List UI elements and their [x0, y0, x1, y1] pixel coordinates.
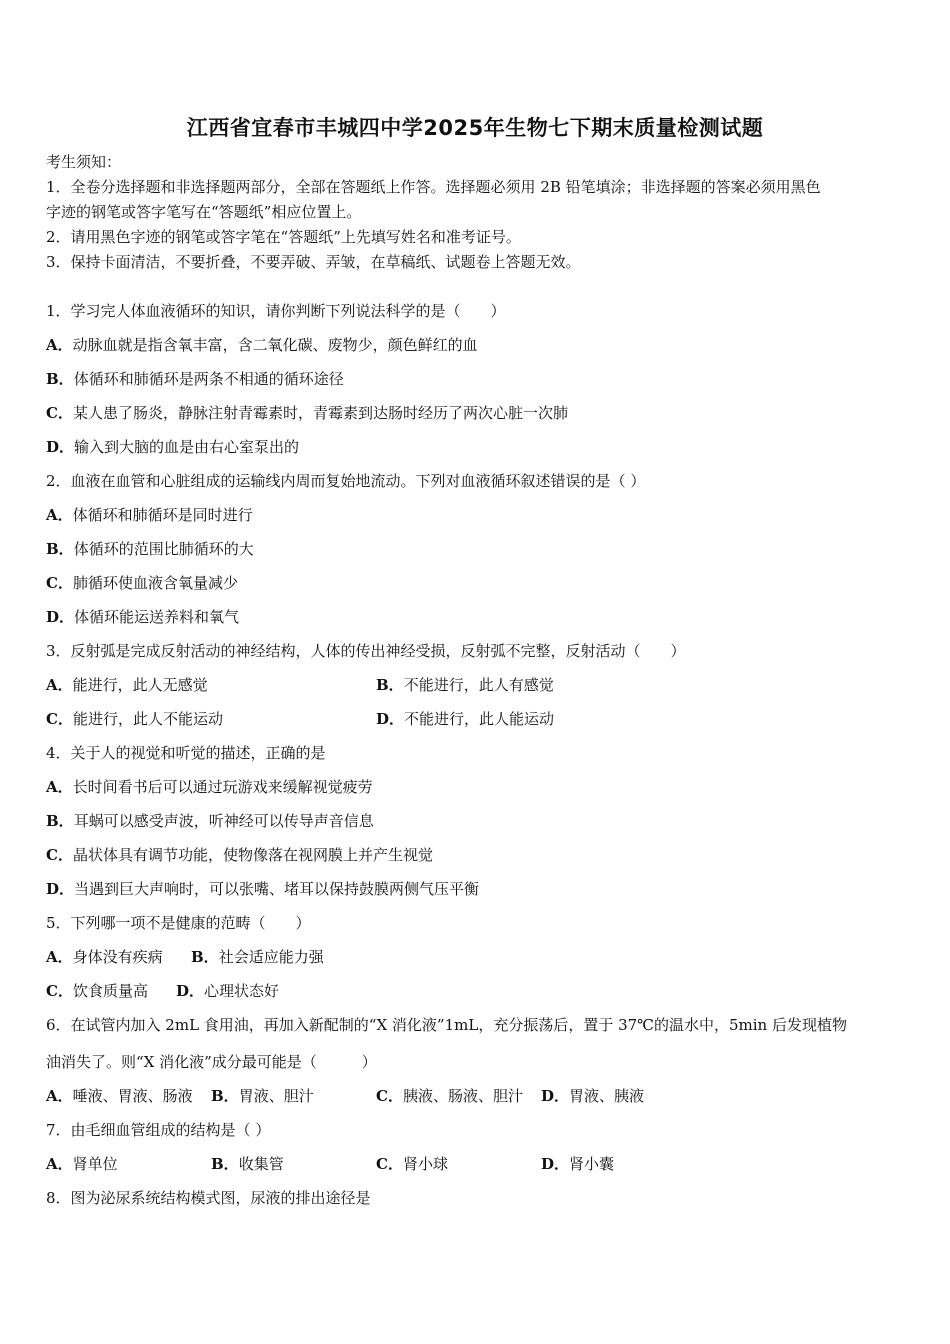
- option-key: A．: [46, 778, 73, 796]
- option: [46, 505, 253, 525]
- option-key: D．: [541, 1087, 570, 1105]
- notice-heading: 考生须知：: [46, 153, 122, 171]
- question-stem: 2．血液在血管和心脏组成的运输线内周而复始地流动。下列对血液循环叙述错误的是（ ）: [46, 472, 646, 490]
- question-stem: 5．下列哪一项不是健康的范畴（ ）: [46, 914, 311, 932]
- option-key: B．: [46, 812, 74, 830]
- option-key: A．: [46, 336, 73, 354]
- question-stem: 3．反射弧是完成反射活动的神经结构，人体的传出神经受损，反射弧不完整，反射活动（ ）: [46, 642, 686, 660]
- option: [376, 675, 554, 695]
- option-key: B．: [46, 540, 74, 558]
- option: [46, 437, 299, 457]
- option-key: D．: [176, 982, 205, 1000]
- option-key: C．: [376, 1087, 403, 1105]
- option-key: C．: [46, 710, 73, 728]
- option: [46, 539, 254, 559]
- option: [211, 1086, 314, 1106]
- page-title: 江西省宜春市丰城四中学2025年生物七下期末质量检测试题: [186, 116, 764, 140]
- option-key: D．: [376, 710, 405, 728]
- option-text: 身体没有疾病: [72, 948, 163, 966]
- option: [46, 675, 208, 695]
- question-stem: 1．学习完人体血液循环的知识，请你判断下列说法科学的是（ ）: [46, 302, 506, 320]
- option-text: 长时间看书后可以通过玩游戏来缓解视觉疲劳: [72, 778, 373, 796]
- option-key: A．: [46, 506, 73, 524]
- option-key: D．: [46, 438, 75, 456]
- option-text: 体循环能运送养料和氧气: [74, 608, 240, 626]
- option: [376, 709, 554, 729]
- option-text: 肾小囊: [569, 1155, 615, 1173]
- question-stem: 6．在试管内加入 2mL 食用油，再加入新配制的“X 消化液”1mL，充分振荡后，置于 37℃的温水中，5min 后发现植物: [46, 1016, 847, 1034]
- notice-line: 1．全卷分选择题和非选择题两部分，全部在答题纸上作答。选择题必须用 2B 铅笔填涂；非选择题的答案必须用黑色: [46, 178, 821, 196]
- option: [211, 1154, 284, 1174]
- option: [46, 981, 148, 1001]
- option-text: 不能进行，此人有感觉: [403, 676, 554, 694]
- option-key: C．: [376, 1155, 403, 1173]
- option: [46, 845, 433, 865]
- option-key: A．: [46, 1087, 73, 1105]
- question-stem: 7．由毛细血管组成的结构是（ ）: [46, 1121, 271, 1139]
- option: [46, 369, 344, 389]
- option-key: C．: [46, 982, 73, 1000]
- option-text: 体循环的范围比肺循环的大: [73, 540, 254, 558]
- option: [46, 777, 373, 797]
- option-text: 体循环和肺循环是两条不相通的循环途径: [73, 370, 344, 388]
- notice-line: 2．请用黑色字迹的钢笔或答字笔在“答题纸”上先填写姓名和准考证号。: [46, 228, 521, 246]
- option-key: C．: [46, 574, 73, 592]
- option: [46, 403, 568, 423]
- option: [541, 1086, 644, 1106]
- option: [46, 607, 239, 627]
- option-text: 唾液、胃液、肠液: [72, 1087, 193, 1105]
- option-text: 胃液、胰液: [569, 1087, 645, 1105]
- option-text: 胰液、肠液、胆汁: [402, 1087, 523, 1105]
- option-key: B．: [376, 676, 404, 694]
- option-key: B．: [191, 948, 219, 966]
- option: [376, 1086, 523, 1106]
- option-text: 能进行，此人无感觉: [72, 676, 208, 694]
- option-key: D．: [46, 880, 75, 898]
- option-text: 不能进行，此人能运动: [404, 710, 555, 728]
- option: [46, 573, 238, 593]
- option: [46, 1154, 118, 1174]
- option-key: A．: [46, 1155, 73, 1173]
- option: [46, 811, 374, 831]
- option-text: 肾单位: [72, 1155, 118, 1173]
- option-text: 能进行，此人不能运动: [72, 710, 223, 728]
- option-text: 动脉血就是指含氧丰富，含二氧化碳、废物少，颜色鲜红的血: [72, 336, 478, 354]
- option-text: 社会适应能力强: [218, 948, 324, 966]
- option-key: D．: [541, 1155, 570, 1173]
- option: [46, 879, 479, 899]
- option-key: B．: [211, 1155, 239, 1173]
- option-text: 耳蜗可以感受声波，听神经可以传导声音信息: [73, 812, 374, 830]
- option-key: A．: [46, 948, 73, 966]
- question-stem: 4．关于人的视觉和听觉的描述，正确的是: [46, 744, 326, 762]
- option-text: 饮食质量高: [72, 982, 148, 1000]
- option-key: D．: [46, 608, 75, 626]
- option-text: 某人患了肠炎，静脉注射青霉素时，青霉素到达肠时经历了两次心脏一次肺: [72, 404, 568, 422]
- option-key: A．: [46, 676, 73, 694]
- notice-line: 3．保持卡面清洁，不要折叠，不要弄破、弄皱，在草稿纸、试题卷上答题无效。: [46, 253, 581, 271]
- option-text: 当遇到巨大声响时，可以张嘴、堵耳以保持鼓膜两侧气压平衡: [74, 880, 480, 898]
- option-key: B．: [46, 370, 74, 388]
- option-key: C．: [46, 846, 73, 864]
- option-text: 输入到大脑的血是由右心室泵出的: [74, 438, 300, 456]
- option-text: 体循环和肺循环是同时进行: [72, 506, 253, 524]
- option-text: 心理状态好: [204, 982, 280, 1000]
- option: [541, 1154, 614, 1174]
- option-text: 收集管: [238, 1155, 284, 1173]
- option: [191, 947, 324, 967]
- option-text: 肾小球: [402, 1155, 448, 1173]
- option-key: B．: [211, 1087, 239, 1105]
- option-text: 晶状体具有调节功能，使物像落在视网膜上并产生视觉: [72, 846, 433, 864]
- option: [46, 709, 223, 729]
- option: [46, 1086, 193, 1106]
- option-text: 肺循环使血液含氧量减少: [72, 574, 238, 592]
- question-stem-continued: 油消失了。则“X 消化液”成分最可能是（ ）: [46, 1053, 377, 1071]
- option-key: C．: [46, 404, 73, 422]
- question-stem: 8．图为泌尿系统结构模式图，尿液的排出途径是: [46, 1189, 371, 1207]
- option: [46, 335, 478, 355]
- option: [46, 947, 163, 967]
- option: [176, 981, 279, 1001]
- notice-line: 字迹的钢笔或答字笔写在“答题纸”相应位置上。: [46, 203, 362, 221]
- option: [376, 1154, 448, 1174]
- option-text: 胃液、胆汁: [238, 1087, 314, 1105]
